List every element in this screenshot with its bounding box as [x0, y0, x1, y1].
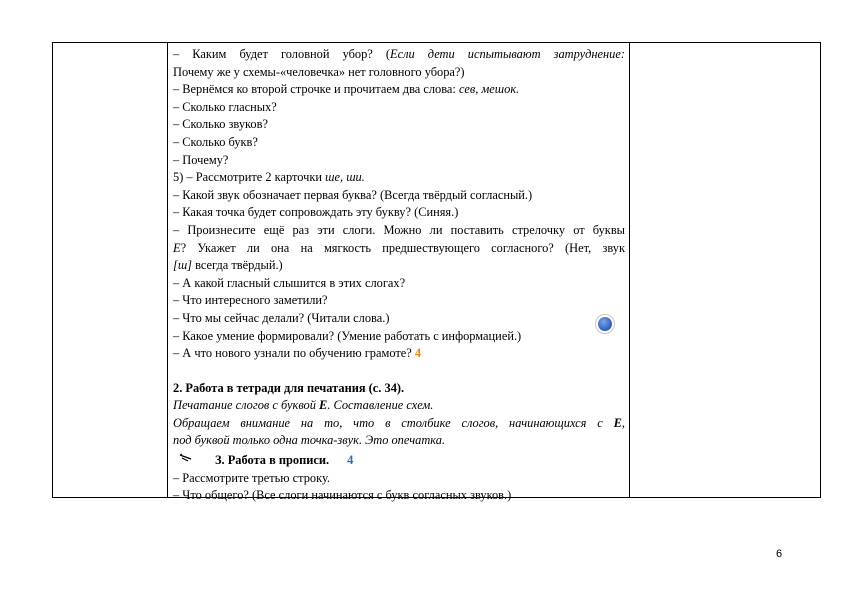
- lesson-content: [173, 46, 625, 505]
- text-line: – Сколько букв?: [173, 134, 258, 149]
- text-line: под буквой только одна точка-звук. Это опечатка.: [173, 433, 446, 448]
- section-heading-row: [173, 452, 625, 470]
- text-line: Е? Укажет ли она на мягкость предшествующего согласного? (Нет, звук: [173, 240, 625, 255]
- text-line: Печатание слогов с буквой Е. Составление схем.: [173, 398, 434, 413]
- text-line: – Произнесите ещё раз эти слоги. Можно ли поставить стрелочку от буквы: [173, 222, 625, 237]
- column-divider-2: [629, 43, 630, 497]
- section-heading: 2. Работа в тетради для печатания (с. 34).: [173, 380, 405, 395]
- text-line: [ш] всегда твёрдый.): [173, 258, 283, 273]
- section-heading: З. Работа в прописи.: [215, 453, 330, 468]
- lesson-table: [52, 42, 821, 503]
- text-line: – А какой гласный слышится в этих слогах?: [173, 275, 406, 290]
- text-line: – Почему?: [173, 152, 229, 167]
- text-line: – Сколько гласных?: [173, 99, 277, 114]
- circle-marker-icon: [594, 313, 616, 335]
- text-line: – Каким будет головной убор? (Если дети испытывают затруднение:: [173, 47, 625, 61]
- text-line: – А что нового узнали по обучению грамоте? 4: [173, 346, 422, 361]
- text-line: 5) – Рассмотрите 2 карточки ше, ши.: [173, 170, 365, 185]
- count-badge: 4: [414, 346, 422, 361]
- column-divider-1: [167, 43, 168, 497]
- text-line: – Какое умение формировали? (Умение работать с информацией.): [173, 328, 522, 343]
- pen-icon: [179, 453, 193, 465]
- page-number: 6: [776, 548, 783, 560]
- text-line: Обращаем внимание на то, что в столбике слогов, начинающихся с Е,: [173, 415, 625, 430]
- text-line: Почему же у схемы-«человечка» нет головного убора?): [173, 64, 465, 79]
- text-line: – Какая точка будет сопровождать эту букву? (Синяя.): [173, 205, 459, 220]
- text-line: – Рассмотрите третью строку.: [173, 470, 330, 485]
- text-line: – Что мы сейчас делали? (Читали слова.): [173, 310, 390, 325]
- count-badge: 4: [347, 453, 354, 468]
- text-line: – Что интересного заметили?: [173, 293, 328, 308]
- text-line: – Вернёмся ко второй строчке и прочитаем два слова: сев, мешок.: [173, 82, 520, 97]
- text-line: – Сколько звуков?: [173, 117, 268, 132]
- text-line: – Что общего? (Все слоги начинаются с букв согласных звуков.): [173, 488, 512, 503]
- text-line: – Какой звук обозначает первая буква? (Всегда твёрдый согласный.): [173, 187, 533, 202]
